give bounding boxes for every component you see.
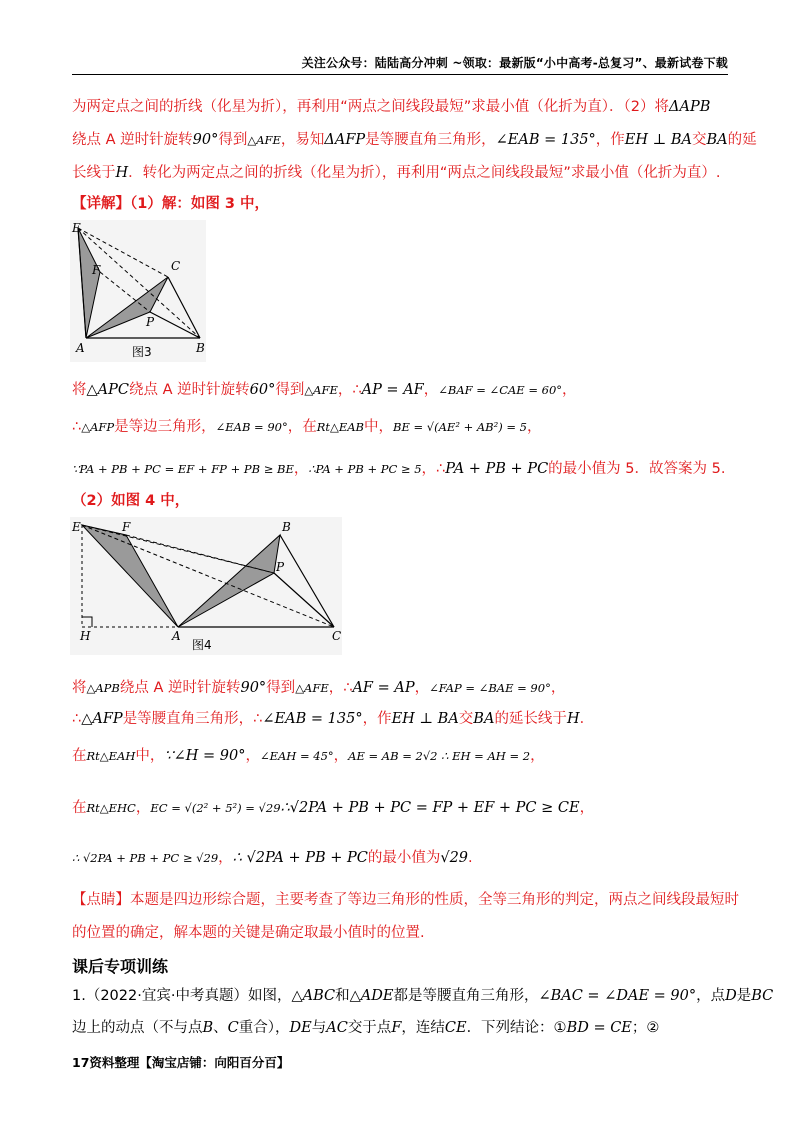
part2-line-4 [72, 797, 730, 819]
label-p: P [146, 315, 155, 329]
part2-line-3 [72, 745, 730, 767]
math-h: H [566, 711, 580, 727]
text: 得到 [266, 680, 296, 696]
math-sum-ge-5: ∴PA + PB + PC ≥ 5 [308, 462, 422, 476]
math-rt-ehc: Rt△EHC [86, 801, 136, 815]
text: ，∴ [337, 382, 362, 398]
text: 绕点 A 逆时针旋转 [128, 382, 250, 398]
text: 在 [72, 800, 87, 816]
text: 1.（2022·宜宾·中考真题）如图， [72, 988, 292, 1004]
intro-text: ．转化为两定点之间的折线（化星为折），再利用“两点之间线段最短”求最小值（化折为直）. [128, 165, 721, 181]
text: ， [135, 800, 151, 816]
intro-line-2 [72, 129, 757, 151]
part2-line-2 [72, 708, 730, 730]
math-fap-bae: ∠FAP = ∠BAE = 90° [429, 681, 551, 695]
math-apb: ΔAPB [669, 99, 711, 115]
comment-line-1: 【点睛】本题是四边形综合题，主要考查了等边三角形的性质，全等三角形的判定，两点之间线段最短时 [72, 892, 739, 908]
text: 交于点 [347, 1020, 392, 1036]
math-bac-dae: ∠BAC = ∠DAE = 90° [538, 988, 697, 1004]
math-bc: BC [751, 988, 774, 1004]
text: ， [414, 680, 430, 696]
section-title: 课后专项训练 [72, 957, 169, 976]
text: ， [530, 748, 545, 764]
label-c: C [171, 259, 181, 273]
math-afe: △AFE [295, 681, 329, 695]
text: ∴ [72, 711, 82, 727]
math-ba: BA [473, 711, 495, 727]
text: ．下列结论：① [466, 1020, 567, 1036]
text: ． [579, 711, 595, 727]
part2-line-1 [72, 677, 730, 699]
math-eh-ba: EH ⊥ BA [624, 132, 693, 148]
math-sqrt29: √29 [440, 850, 469, 866]
text: ， [550, 680, 566, 696]
text: ∴ [72, 419, 82, 435]
math-ade: △ADE [349, 988, 394, 1004]
text: ，∴ [421, 461, 446, 477]
label-c: C [332, 629, 342, 643]
intro-text: ，易知 [280, 132, 325, 148]
math-de: DE [289, 1020, 312, 1036]
text: ，点 [696, 988, 726, 1004]
math-apc: △APC [86, 382, 129, 398]
label-a: A [76, 341, 85, 355]
text: 的最小值为 [367, 850, 441, 866]
text: 中， [364, 419, 394, 435]
math-rt-eah: Rt△EAH [86, 749, 136, 763]
figure-4-caption: 图4 [192, 638, 212, 652]
math-baf-cae: ∠BAF = ∠CAE = 60° [438, 383, 563, 397]
text: 是等腰直角三角形，∴ [122, 711, 263, 727]
intro-text: 交 [692, 132, 707, 148]
text: 中， [135, 748, 165, 764]
text: ，作 [362, 711, 392, 727]
math-eab: ∠EAB = 90° [215, 420, 288, 434]
comment-line-2: 的位置的确定，解本题的关键是确定取最小值时的位置. [72, 925, 425, 941]
detail-heading: 【详解】（1）解：如图 3 中， [72, 196, 270, 212]
part1-line-3 [72, 458, 730, 480]
text: 得到 [275, 382, 305, 398]
text: 将 [72, 680, 87, 696]
text: 的最小值为 5．故答案为 5. [548, 461, 726, 477]
page-footer [72, 1053, 289, 1071]
math-eab: ∠EAB = 135° [262, 711, 363, 727]
math-ap-af: AP = AF [361, 382, 424, 398]
intro-text: 长线于 [72, 165, 116, 181]
math-sum-ineq: ∵PA + PB + PC = EF + FP + PB ≥ BE [72, 462, 294, 476]
math-afe: △AFE [304, 383, 338, 397]
label-h: H [80, 629, 91, 643]
question-1-line-2 [72, 1017, 730, 1039]
math-afp: △AFP [81, 711, 123, 727]
text: 是 [736, 988, 752, 1004]
math-f: F [391, 1020, 402, 1036]
text: 重合）， [238, 1020, 290, 1036]
header-divider [72, 74, 728, 75]
math-sum-ineq: ∴√2PA + PB + PC = FP + EF + PC ≥ CE [280, 800, 580, 816]
math-b: B [202, 1020, 214, 1036]
intro-text: 为两定点之间的折线（化星为折），再利用“两点之间线段最短”求最小值（化折为直）．（2）将 [72, 99, 669, 115]
text: ， [218, 850, 233, 866]
text: ，在 [287, 419, 317, 435]
math-rt-eab: Rt△EAB [316, 420, 365, 434]
text: ， [527, 419, 542, 435]
text: 在 [72, 748, 87, 764]
intro-text: 是等腰直角三角形， [365, 132, 496, 148]
math-eab: ∠EAB = 135° [495, 132, 596, 148]
text: . [468, 850, 473, 866]
math-abc: △ABC [291, 988, 336, 1004]
label-b: B [196, 341, 205, 355]
figure-4 [70, 517, 342, 655]
label-p: P [276, 560, 285, 574]
text: 、 [213, 1020, 228, 1036]
math-eah-45: ∠EAH = 45° [259, 749, 334, 763]
math-c: C [227, 1020, 239, 1036]
text: 绕点 A 逆时针旋转 [119, 680, 241, 696]
text: ；② [631, 1020, 660, 1036]
math-eh-ba: EH ⊥ BA [391, 711, 459, 727]
math-afp: ΔAFP [324, 132, 366, 148]
label-e: E [72, 221, 81, 235]
footer-text: 资料整理【淘宝店铺：向阳百分百】 [89, 1055, 290, 1070]
math-be: BE = √(AE² + AB²) = 5 [393, 420, 527, 434]
text: 是等边三角形， [114, 419, 216, 435]
math-angle: 90° [240, 680, 267, 696]
text: ， [245, 748, 260, 764]
part1-line-2 [72, 416, 730, 438]
math-ce: CE [444, 1020, 467, 1036]
page-header: 关注公众号：陆陆高分冲刺 ~领取：最新版“小中高考-总复习”、最新试卷下载 [301, 56, 728, 70]
text: ，∴ [328, 680, 353, 696]
part1-line-1 [72, 379, 730, 401]
math-afe: △AFE [247, 133, 281, 147]
figure-3-caption: 图3 [132, 345, 152, 359]
question-1-line-1 [72, 985, 774, 1007]
math-angle: 60° [249, 382, 276, 398]
math-afp: △AFP [81, 420, 115, 434]
math-af-ap: AF = AP [352, 680, 415, 696]
math-sum-ge-sqrt29: ∴ √2PA + PB + PC ≥ √29 [72, 851, 219, 865]
part2-heading: （2）如图 4 中， [72, 493, 190, 509]
text: ，连结 [401, 1020, 445, 1036]
label-b: B [282, 520, 291, 534]
label-f: F [92, 263, 101, 277]
text: ， [423, 382, 439, 398]
label-e: E [72, 520, 81, 534]
text: ， [333, 748, 349, 764]
label-a: A [172, 629, 181, 643]
intro-text: 得到 [218, 132, 248, 148]
math-h-90: ∵∠H = 90° [164, 748, 246, 764]
math-d: D [725, 988, 737, 1004]
text: 和 [335, 988, 350, 1004]
math-ac: AC [326, 1020, 348, 1036]
intro-text: 的延 [727, 132, 757, 148]
text: 将 [72, 382, 87, 398]
page-number: 17 [72, 1055, 90, 1070]
part2-line-5 [72, 847, 730, 869]
figure-3 [70, 220, 206, 362]
math-ae-ab: AE = AB = 2√2 ∴ EH = AH = 2 [348, 749, 531, 763]
text: ， [579, 800, 595, 816]
text: 边上的动点（不与点 [72, 1020, 203, 1036]
math-apb: △APB [86, 681, 120, 695]
text: 交 [458, 711, 474, 727]
math-ba: BA [706, 132, 728, 148]
math-h: H [115, 165, 129, 181]
intro-text: ，作 [595, 132, 625, 148]
text: ， [293, 461, 309, 477]
intro-line-3 [72, 162, 730, 184]
text: ， [562, 382, 577, 398]
text: 与 [311, 1020, 327, 1036]
math-angle: 90° [192, 132, 219, 148]
math-sum: PA + PB + PC [445, 461, 549, 477]
intro-line-1 [72, 96, 730, 118]
intro-text: 绕点 A 逆时针旋转 [72, 132, 193, 148]
text: 都是等腰直角三角形， [393, 988, 539, 1004]
text: 的延长线于 [494, 711, 567, 727]
math-bd-ce: BD = CE [566, 1020, 632, 1036]
label-f: F [122, 520, 131, 534]
math-sum: ∴ √2PA + PB + PC [232, 850, 368, 866]
math-ec: EC = √(2² + 5²) = √29 [150, 801, 281, 815]
